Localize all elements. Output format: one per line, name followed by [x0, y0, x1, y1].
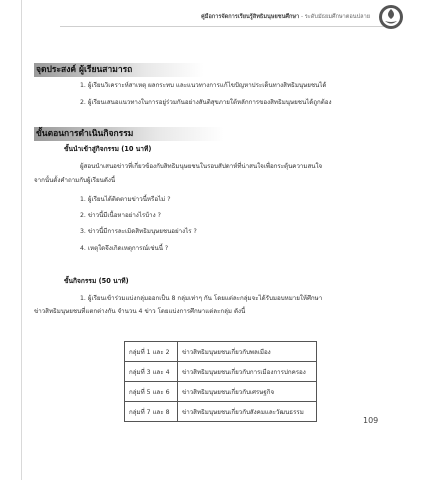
activity-text-line-2: ข่าวสิทธิมนุษยชนที่แตกต่างกัน จำนวน 4 ข่าว โดยแบ่งการศึกษาแต่ละกลุ่ม ดังนี้	[34, 308, 246, 315]
question-item-1: 1. ผู้เรียนได้ติดตามข่าวนี้หรือไม่ ?	[80, 196, 171, 203]
table-row	[125, 382, 317, 402]
topic-cell: ข่าวสิทธิมนุษยชนเกี่ยวกับสังคมและวัฒนธรรม	[178, 402, 317, 422]
activity-heading: ขั้นกิจกรรม (50 นาที)	[64, 277, 129, 285]
topic-cell: ข่าวสิทธิมนุษยชนเกี่ยวกับพลเมือง	[178, 342, 317, 362]
objectives-heading: จุดประสงค์ ผู้เรียนสามารถ	[36, 65, 133, 75]
objective-item-1: 1. ผู้เรียนวิเคราะห์สาเหตุ ผลกระทบ และแนวทางการแก้ไขปัญหาประเด็นทางสิทธิมนุษยชนได้	[80, 82, 327, 89]
section-heading-procedure	[34, 127, 224, 141]
group-cell: กลุ่มที่ 5 และ 6	[125, 382, 178, 402]
intro-heading: ขั้นนำเข้าสู่กิจกรรม (10 นาที)	[64, 145, 152, 153]
group-cell: กลุ่มที่ 1 และ 2	[125, 342, 178, 362]
group-assignment-table	[124, 341, 317, 422]
page-number: 109	[363, 416, 379, 425]
question-item-4: 4. เหตุใดจึงเกิดเหตุการณ์เช่นนี้ ?	[80, 245, 169, 252]
table-row	[125, 342, 317, 362]
header-rule	[60, 26, 390, 27]
procedure-heading: ขั้นตอนการดำเนินกิจกรรม	[36, 129, 134, 139]
section-heading-objectives	[34, 63, 204, 77]
activity-text-line-1: 1. ผู้เรียนเข้าร่วมแบ่งกลุ่มออกเป็น 8 กลุ่มเท่าๆ กัน โดยแต่ละกลุ่มจะได้รับมอบหมายให้ศึกษา	[80, 295, 323, 302]
topic-cell: ข่าวสิทธิมนุษยชนเกี่ยวกับเศรษฐกิจ	[178, 382, 317, 402]
objective-item-2: 2. ผู้เรียนเสนอแนวทางในการอยู่ร่วมกันอย่างสันติสุขภายใต้หลักการของสิทธิมนุษยชนได้ถูกต้อง	[80, 99, 332, 106]
table-row	[125, 362, 317, 382]
group-cell: กลุ่มที่ 3 และ 4	[125, 362, 178, 382]
group-cell: กลุ่มที่ 7 และ 8	[125, 402, 178, 422]
header-subtitle: - ระดับมัธยมศึกษาตอนปลาย	[299, 14, 370, 20]
topic-cell: ข่าวสิทธิมนุษยชนเกี่ยวกับการเมืองการปกครอง	[178, 362, 317, 382]
header-title: คู่มือการจัดการเรียนรู้สิทธิมนุษยชนศึกษา	[201, 14, 300, 20]
intro-text-line-1: ผู้สอนนำเสนอข่าวที่เกี่ยวข้องกับสิทธิมนุษยชนในรอบสัปดาห์ที่น่าสนใจเพื่อกระตุ้นความสนใจ	[80, 163, 323, 170]
table-row	[125, 402, 317, 422]
emblem-logo-icon	[378, 4, 404, 30]
page-edge-line	[21, 0, 22, 480]
running-header	[60, 10, 370, 24]
question-item-2: 2. ข่าวนี้มีเนื้อหาอย่างไรบ้าง ?	[80, 212, 161, 219]
intro-text-line-2: จากนั้นตั้งคำถามกับผู้เรียนดังนี้	[34, 177, 116, 184]
question-item-3: 3. ข่าวนี้มีการละเมิดสิทธิมนุษยชนอย่างไร ?	[80, 228, 197, 235]
